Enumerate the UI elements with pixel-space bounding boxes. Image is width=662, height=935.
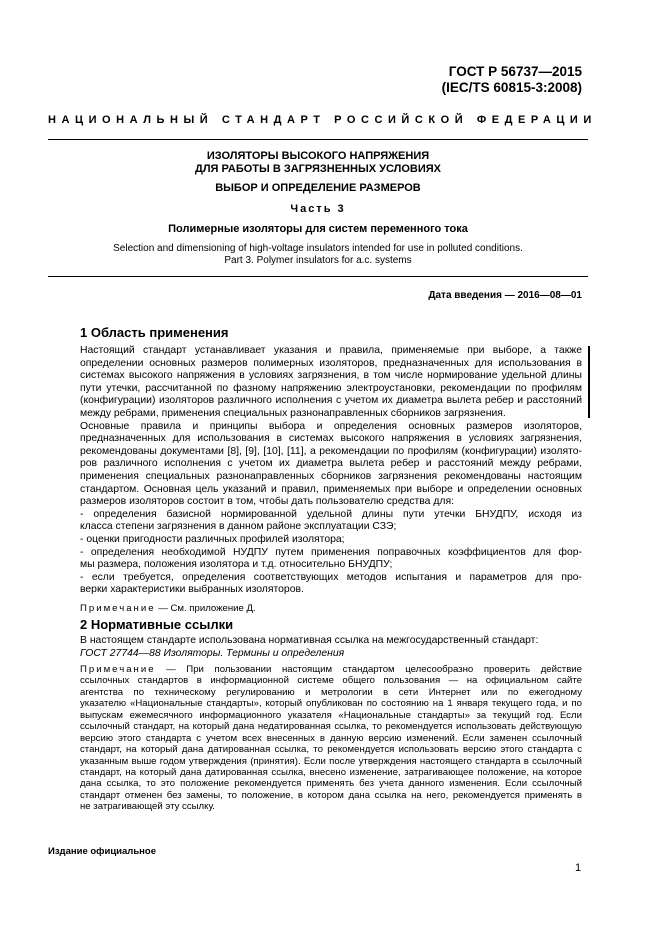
s1-p2-line: рекомендованы документами [8], [9], [10], [11], а рекомендации по профилям (конфигурации) изолято- [80,445,582,457]
s1-p2-line: применения специальных разнонаправленных сборников загрязнения рекомендованы настоящим [80,470,582,482]
s2-note-line: не затрагивающей эту ссылку. [80,801,215,813]
s1-p2-line: стандартом. Основная цель указаний и правил, применяемых при выборе и определении основных [80,483,582,495]
s1-p1-line: (конфигурации) изоляторов различного исполнения с учетом их диаметра вылета ребер и расстояний [80,395,582,407]
s2-note-line: указанным выше годом утверждения (принятия). Если после утверждения настоящего стандарта в ссылочный [80,755,582,767]
national-standard-banner: НАЦИОНАЛЬНЫЙ СТАНДАРТ РОССИЙСКОЙ ФЕДЕРАЦИИ [48,114,597,126]
s1-bullet-3-line: мы размера, положения изолятора и т.д. относительно БНУДПУ; [80,559,393,571]
section-1-body [80,345,582,597]
official-edition: Издание официальное [48,846,156,857]
header-rule-bottom [48,276,588,277]
s2-note-line-text: — При пользовании настоящим стандартом целесообразно проверить действие [155,664,582,675]
s2-intro-text: В настоящем стандарте использована нормативная ссылка на межгосударственный стандарт: [80,635,539,646]
s1-p1-line: определении основных размеров полимерных изоляторов, предназначенных для использования в [80,357,582,369]
title-english-line-1: Selection and dimensioning of high-voltage insulators intended for use in polluted conditions. [113,243,523,254]
section-2-heading: 2 Нормативные ссылки [80,617,234,632]
s2-note-line [80,664,582,675]
s1-p2-line: размеров изоляторов состоит в том, чтобы дать пользователю средства для: [80,496,454,508]
s2-note-line: указателю «Национальные стандарты», который опубликован по состоянию на 1 января текущего года, и по [80,698,582,710]
s2-note-line: выпускам ежемесячного информационного указателя «Национальные стандарты» за текущий год. Если [80,709,582,721]
s2-note-line: дана ссылка, то это положение рекомендуется применять без учета данного изменения. Если ссылочный [80,778,582,790]
s2-note-line: стандарт, на который дана датированная ссылка, внесено изменение, затрагивающее положение, на которое [80,766,582,778]
s1-bullet-4-line: - если требуется, определения соответствующих методов испытания и параметров для про- [80,571,582,583]
change-bar-1 [588,346,590,418]
s1-bullet-2: - оценки пригодности различных профилей изолятора; [80,533,345,545]
title-part: Часть 3 [290,203,346,215]
s1-bullet-1-line: - определения базисной нормированной удельной длины пути утечки БНУДПУ, исходя из [80,508,582,520]
s1-bullet-3-line: - определения необходимой НУДПУ путем применения поправочных коэффициентов для фор- [80,546,582,558]
s2-note-line: версию этого стандарта с учетом всех внесенных в данную версию изменений. Если заменен ссылочный [80,732,582,744]
note-label: Примечание [80,603,156,614]
s2-note-line: ссылочный стандарт, на который дана недатированная ссылка, то рекомендуется использовать действующую [80,721,582,733]
designation-gost: ГОСТ Р 56737—2015 [448,64,582,79]
s1-p2-line: Основные правила и принципы выбора и определения основных размеров изоляторов, [80,420,582,432]
s2-note-line: ссылочных стандартов в информационной системе общего пользования — на официальном сайте [80,675,582,687]
note-text: — См. приложение Д. [155,603,256,614]
page-number: 1 [575,862,582,874]
s2-note-label: Примечание [80,664,156,675]
s2-note-line: агентства по техническому регулированию и метрологии в сети Интернет или по ежегодному [80,686,582,698]
title-english-line-2: Part 3. Polymer insulators for a.c. systems [224,255,412,266]
title-subtitle: Полимерные изоляторы для систем переменного тока [168,223,468,235]
s1-p1-line: системах высокого напряжения в условиях загрязнения, в том числе нормирование удельной длины [80,370,582,382]
section-1-heading: 1 Область применения [80,325,229,340]
s2-reference: ГОСТ 27744—88 Изоляторы. Термины и определения [80,647,345,659]
header-rule-top [48,139,588,140]
title-line-3: ВЫБОР И ОПРЕДЕЛЕНИЕ РАЗМЕРОВ [215,182,421,194]
section-1-note [80,603,582,614]
s2-note-line: стандарт отменен без замены, то положение, в котором дана ссылка на него, рекомендуется применять в [80,789,582,801]
s1-p1-line: между ребрами, применения специальных разнонаправленных сборников загрязнения. [80,407,506,419]
section-2-intro [80,635,582,660]
s2-note-line: стандарт, на который дана датированная ссылка, то рекомендуется использовать версию этого стандарта с [80,744,582,756]
s1-p1-line: пути утечки, рассчитанной по фазному напряжению электроустановки, рекомендации по профилям [80,382,582,394]
s1-bullet-1-line: класса степени загрязнения в данном районе эксплуатации СЗЭ; [80,521,397,533]
standard-designation [442,64,582,96]
s1-p2-line: ров различного исполнения с учетом их диаметра вылета ребер и расстояний между ребрами, [80,458,582,470]
section-2-note [80,664,582,813]
introduction-date: Дата введения — 2016—08—01 [428,290,582,301]
designation-iec: (IEC/TS 60815-3:2008) [441,80,582,95]
s1-p1-line: Настоящий стандарт устанавливает указания и правила, применяемые при выборе, а также [80,345,582,356]
s1-bullet-4-line: верки характеристики выбранных изоляторов. [80,584,304,596]
title-line-1: ИЗОЛЯТОРЫ ВЫСОКОГО НАПРЯЖЕНИЯ [206,150,430,162]
title-line-2: ДЛЯ РАБОТЫ В ЗАГРЯЗНЕННЫХ УСЛОВИЯХ [195,163,441,175]
s1-p2-line: предназначенных для использования в системах высокого напряжения в условиях загрязнения, [80,433,582,445]
